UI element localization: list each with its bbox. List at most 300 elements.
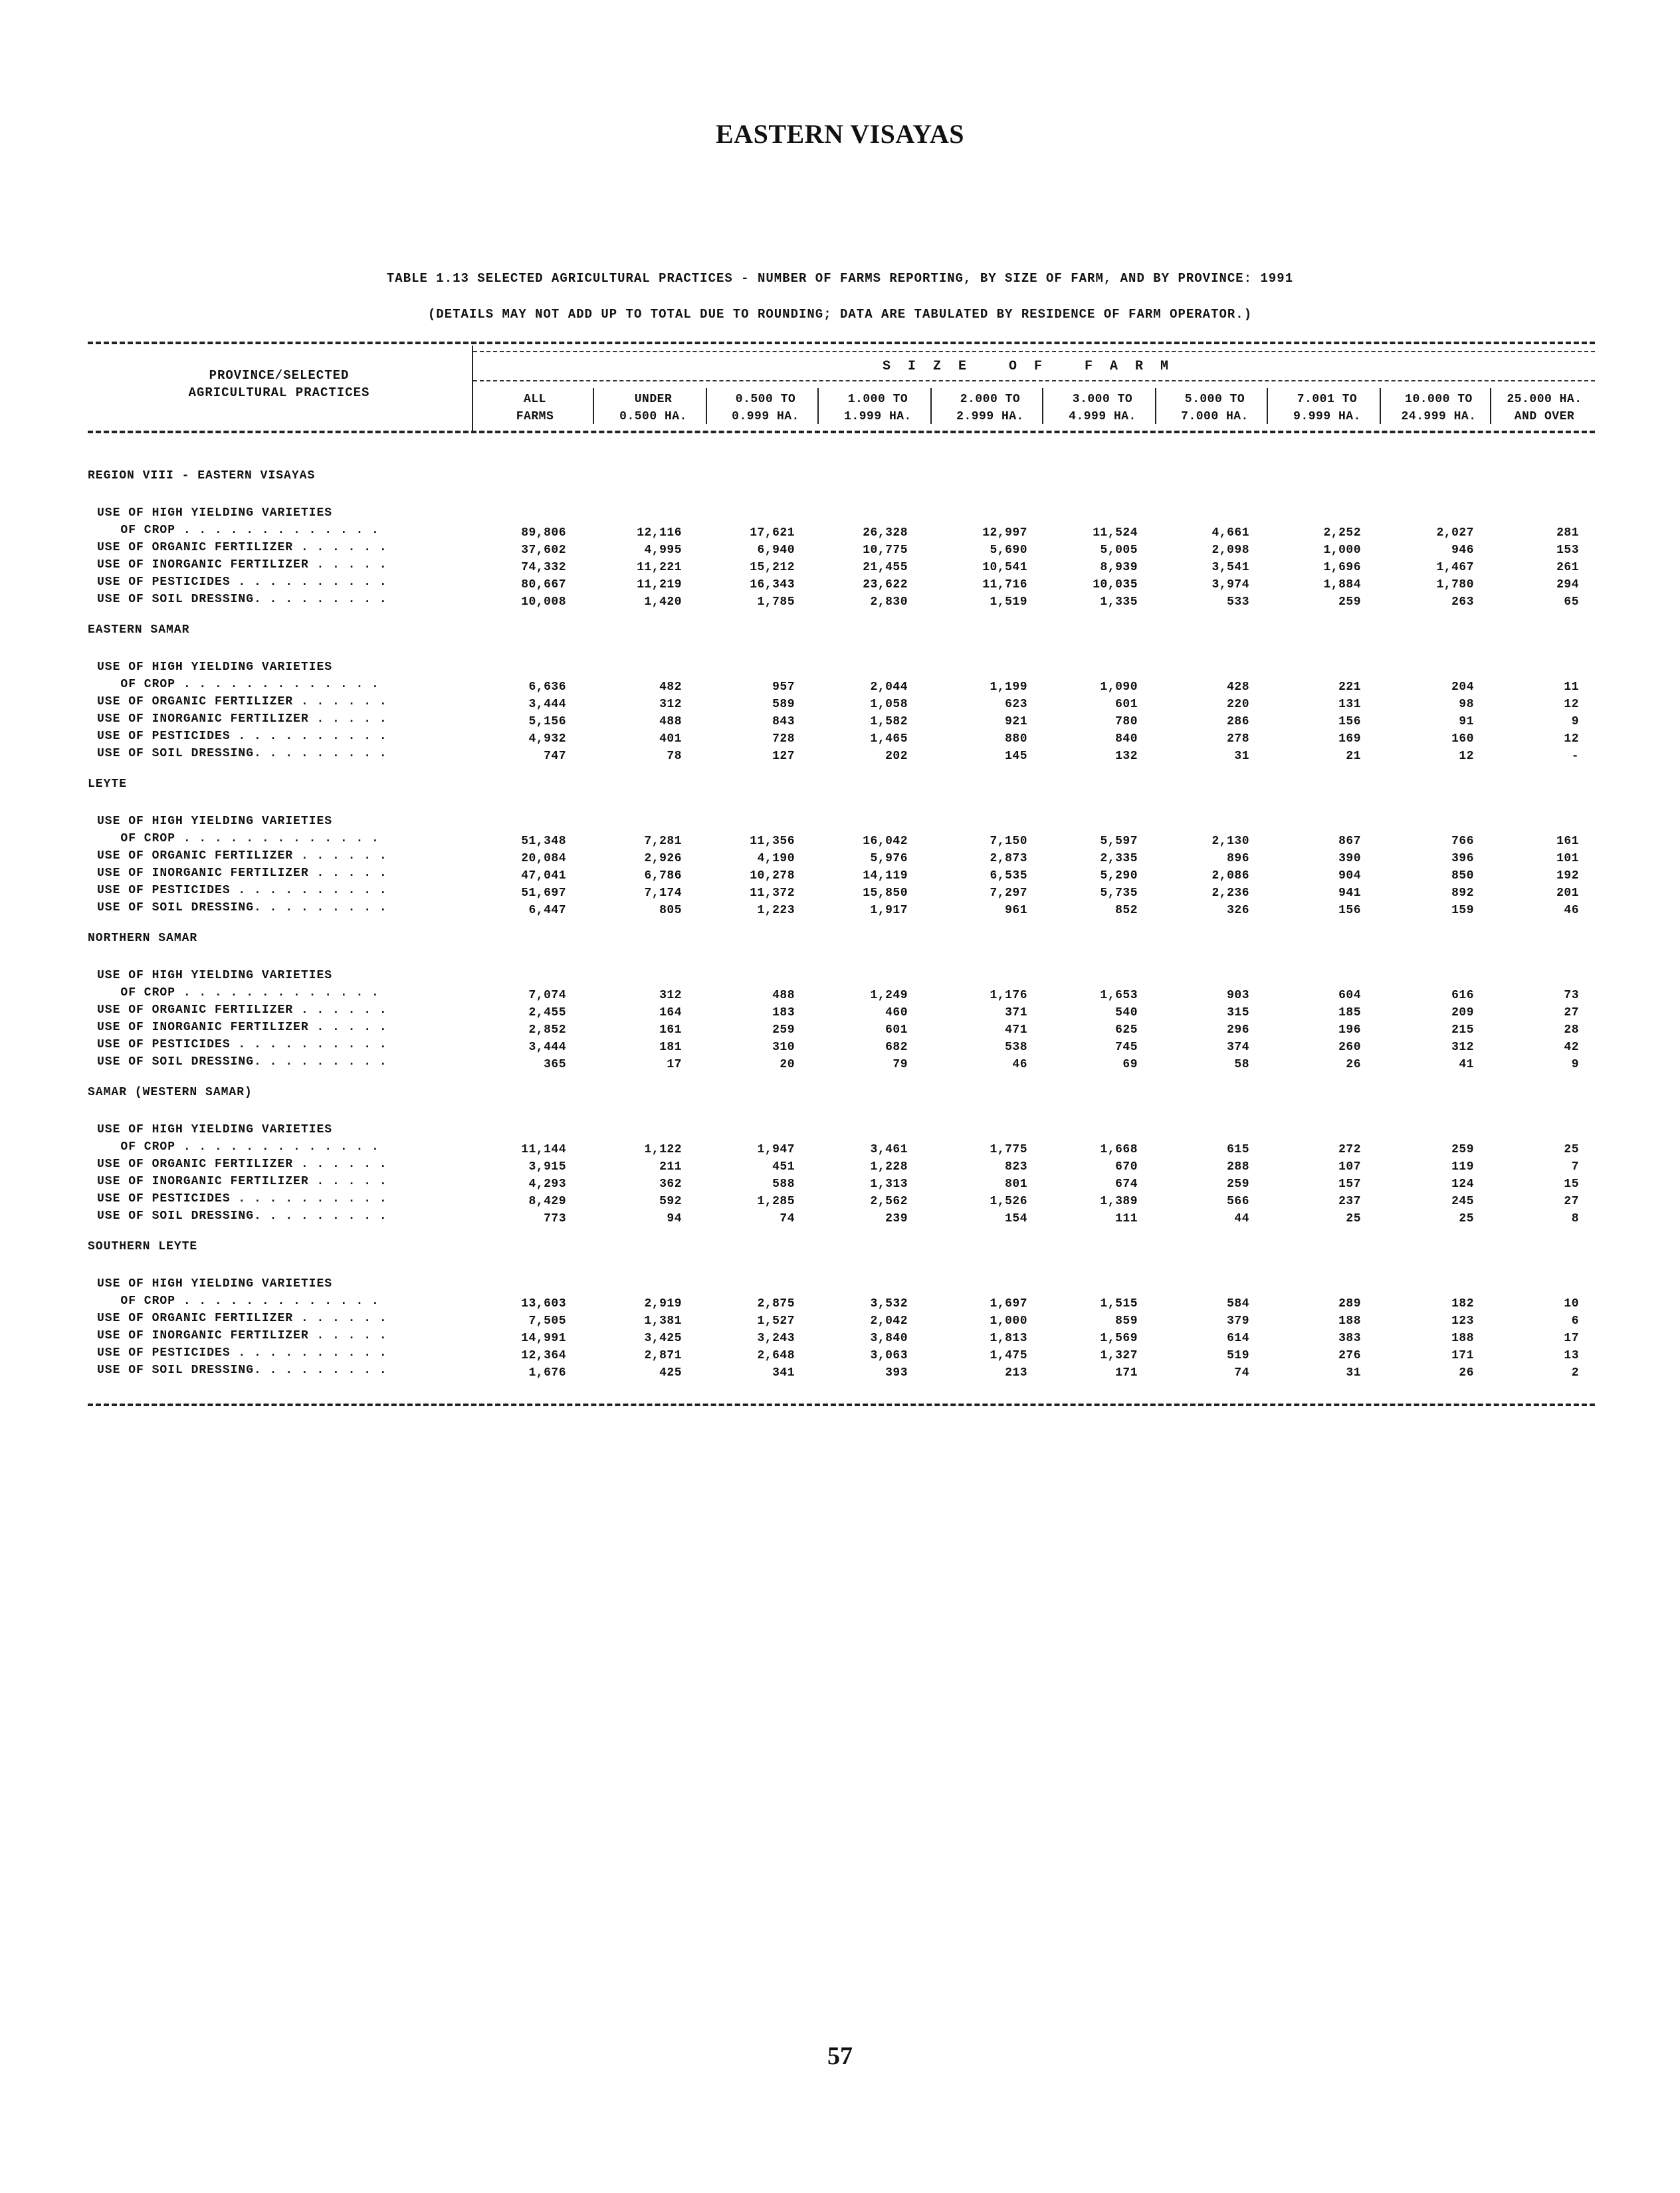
table-cell: 74 xyxy=(780,1212,795,1225)
table-cell: 6,940 xyxy=(757,544,795,557)
table-cell: 425 xyxy=(659,1366,682,1380)
column-header-1-line-1: ALL xyxy=(524,393,546,406)
table-cell: 1,223 xyxy=(757,904,795,917)
table-cell: 13,603 xyxy=(521,1297,566,1310)
table-cell: 12,997 xyxy=(982,526,1027,540)
table-cell: 10,035 xyxy=(1093,578,1138,591)
table-cell: 26 xyxy=(1459,1366,1474,1380)
row-label: USE OF PESTICIDES . . . . . . . . . . xyxy=(97,575,387,589)
table-note: (DETAILS MAY NOT ADD UP TO TOTAL DUE TO ROUNDING; DATA ARE TABULATED BY RESIDENCE OF FARM OPERATOR.) xyxy=(427,307,1253,322)
table-cell: 747 xyxy=(544,750,566,763)
column-header-10-line-1: 25.000 HA. xyxy=(1507,393,1582,406)
table-cell: 132 xyxy=(1115,750,1138,763)
column-divider xyxy=(930,388,932,424)
table-caption: TABLE 1.13 SELECTED AGRICULTURAL PRACTICES - NUMBER OF FARMS REPORTING, BY SIZE OF FARM, AND BY PROVINCE: 1991 xyxy=(386,271,1294,286)
size-band-top-rule xyxy=(473,351,1595,352)
row-label: USE OF PESTICIDES . . . . . . . . . . xyxy=(97,1192,387,1205)
row-label: OF CROP . . . . . . . . . . . . . xyxy=(97,1140,379,1154)
table-cell: 260 xyxy=(1338,1041,1361,1054)
row-label: USE OF INORGANIC FERTILIZER . . . . . xyxy=(97,712,387,726)
table-cell: 7,150 xyxy=(990,835,1027,848)
table-cell: 2,871 xyxy=(644,1349,682,1362)
table-cell: 1,335 xyxy=(1100,595,1138,609)
table-cell: 31 xyxy=(1346,1366,1361,1380)
row-label: USE OF INORGANIC FERTILIZER . . . . . xyxy=(97,558,387,572)
table-cell: 840 xyxy=(1115,732,1138,746)
table-cell: 12 xyxy=(1459,750,1474,763)
table-cell: 2,130 xyxy=(1211,835,1249,848)
row-label: USE OF HIGH YIELDING VARIETIES xyxy=(97,661,333,674)
table-cell: 11,524 xyxy=(1093,526,1138,540)
table-cell: 26 xyxy=(1346,1058,1361,1071)
table-cell: 592 xyxy=(659,1195,682,1208)
table-cell: 801 xyxy=(1005,1178,1027,1191)
table-cell: 3,461 xyxy=(870,1143,908,1156)
row-label: USE OF SOIL DRESSING. . . . . . . . . xyxy=(97,1055,387,1069)
table-cell: 374 xyxy=(1227,1041,1249,1054)
table-cell: 11,716 xyxy=(982,578,1027,591)
table-cell: 1,475 xyxy=(990,1349,1027,1362)
table-cell: 1,780 xyxy=(1436,578,1474,591)
table-cell: 6,636 xyxy=(528,680,566,694)
table-cell: 538 xyxy=(1005,1041,1027,1054)
table-cell: 1,327 xyxy=(1100,1349,1138,1362)
table-cell: 94 xyxy=(667,1212,682,1225)
table-cell: 1,465 xyxy=(870,732,908,746)
table-cell: 852 xyxy=(1115,904,1138,917)
table-cell: 16,042 xyxy=(863,835,908,848)
table-cell: 460 xyxy=(885,1006,908,1019)
table-cell: 488 xyxy=(772,989,795,1002)
table-cell: 588 xyxy=(772,1178,795,1191)
row-label: USE OF HIGH YIELDING VARIETIES xyxy=(97,1277,333,1291)
table-cell: 20,084 xyxy=(521,852,566,865)
table-cell: 1,285 xyxy=(757,1195,795,1208)
row-label: USE OF HIGH YIELDING VARIETIES xyxy=(97,506,333,520)
table-cell: 623 xyxy=(1005,698,1027,711)
table-cell: 1,527 xyxy=(757,1314,795,1328)
column-header-5 xyxy=(934,391,1046,425)
column-header-1 xyxy=(473,391,597,425)
column-header-8-line-1: 7.001 TO xyxy=(1297,393,1358,406)
table-cell: 25 xyxy=(1459,1212,1474,1225)
row-label: USE OF INORGANIC FERTILIZER . . . . . xyxy=(97,1175,387,1188)
table-cell: 1,775 xyxy=(990,1143,1027,1156)
table-cell: 2,562 xyxy=(870,1195,908,1208)
table-cell: 728 xyxy=(772,732,795,746)
table-cell: 3,915 xyxy=(528,1160,566,1174)
row-label: OF CROP . . . . . . . . . . . . . xyxy=(97,1295,379,1308)
table-cell: 11,221 xyxy=(637,561,682,574)
table-cell: 921 xyxy=(1005,715,1027,728)
column-divider xyxy=(706,388,707,424)
size-band-label: SIZE OF FARM xyxy=(882,359,1186,374)
column-header-9-line-1: 10.000 TO xyxy=(1405,393,1473,406)
table-cell: 26,328 xyxy=(863,526,908,540)
table-cell: 1,000 xyxy=(1323,544,1361,557)
table-cell: 471 xyxy=(1005,1023,1027,1037)
row-label: OF CROP . . . . . . . . . . . . . xyxy=(97,524,379,537)
table-cell: 169 xyxy=(1338,732,1361,746)
table-cell: 28 xyxy=(1564,1023,1579,1037)
table-cell: 153 xyxy=(1556,544,1579,557)
column-header-3-line-2: 0.999 HA. xyxy=(732,410,799,423)
table-cell: 196 xyxy=(1338,1023,1361,1037)
table-cell: 1,653 xyxy=(1100,989,1138,1002)
row-label: USE OF PESTICIDES . . . . . . . . . . xyxy=(97,1346,387,1360)
table-cell: 904 xyxy=(1338,869,1361,883)
table-cell: 601 xyxy=(1115,698,1138,711)
table-cell: 383 xyxy=(1338,1332,1361,1345)
column-header-6-line-1: 3.000 TO xyxy=(1072,393,1133,406)
table-cell: 123 xyxy=(1451,1314,1474,1328)
table-cell: 74 xyxy=(1234,1366,1249,1380)
table-cell: 2,027 xyxy=(1436,526,1474,540)
table-cell: 294 xyxy=(1556,578,1579,591)
table-cell: 614 xyxy=(1227,1332,1249,1345)
table-cell: 44 xyxy=(1234,1212,1249,1225)
table-cell: 259 xyxy=(1451,1143,1474,1156)
row-label: USE OF SOIL DRESSING. . . . . . . . . xyxy=(97,593,387,606)
table-cell: 1,313 xyxy=(870,1178,908,1191)
table-cell: 674 xyxy=(1115,1178,1138,1191)
column-header-3 xyxy=(710,391,821,425)
table-cell: 1,947 xyxy=(757,1143,795,1156)
table-cell: 17 xyxy=(667,1058,682,1071)
column-header-4-line-1: 1.000 TO xyxy=(847,393,908,406)
column-header-7-line-1: 5.000 TO xyxy=(1184,393,1245,406)
table-cell: 780 xyxy=(1115,715,1138,728)
table-cell: 7,174 xyxy=(644,887,682,900)
table-cell: 185 xyxy=(1338,1006,1361,1019)
row-header xyxy=(106,367,452,401)
table-cell: 2,919 xyxy=(644,1297,682,1310)
table-cell: 221 xyxy=(1338,680,1361,694)
table-cell: 263 xyxy=(1451,595,1474,609)
column-header-4-line-2: 1.999 HA. xyxy=(844,410,912,423)
table-cell: 159 xyxy=(1451,904,1474,917)
table-cell: 1,697 xyxy=(990,1297,1027,1310)
table-cell: 65 xyxy=(1564,595,1579,609)
table-cell: 154 xyxy=(1005,1212,1027,1225)
table-cell: 202 xyxy=(885,750,908,763)
table-cell: 1,000 xyxy=(990,1314,1027,1328)
column-header-3-line-1: 0.500 TO xyxy=(735,393,796,406)
row-label: OF CROP . . . . . . . . . . . . . xyxy=(97,986,379,999)
table-cell: 25 xyxy=(1346,1212,1361,1225)
table-cell: 69 xyxy=(1122,1058,1138,1071)
table-cell: 4,190 xyxy=(757,852,795,865)
table-cell: 201 xyxy=(1556,887,1579,900)
table-cell: 15,850 xyxy=(863,887,908,900)
table-cell: 310 xyxy=(772,1041,795,1054)
table-cell: 11,372 xyxy=(750,887,795,900)
table-cell: 3,243 xyxy=(757,1332,795,1345)
table-cell: 10,541 xyxy=(982,561,1027,574)
table-cell: 371 xyxy=(1005,1006,1027,1019)
table-cell: 7 xyxy=(1571,1160,1579,1174)
table-cell: 13 xyxy=(1564,1349,1579,1362)
table-cell: 488 xyxy=(659,715,682,728)
table-cell: 6,447 xyxy=(528,904,566,917)
table-cell: 17,621 xyxy=(750,526,795,540)
table-cell: 1,696 xyxy=(1323,561,1361,574)
table-cell: 867 xyxy=(1338,835,1361,848)
table-cell: 1,176 xyxy=(990,989,1027,1002)
table-cell: 2,098 xyxy=(1211,544,1249,557)
row-label: USE OF INORGANIC FERTILIZER . . . . . xyxy=(97,1021,387,1034)
table-cell: 946 xyxy=(1451,544,1474,557)
table-cell: 73 xyxy=(1564,989,1579,1002)
column-divider xyxy=(1380,388,1381,424)
table-cell: 27 xyxy=(1564,1195,1579,1208)
table-cell: 12,116 xyxy=(637,526,682,540)
table-cell: 6 xyxy=(1571,1314,1579,1328)
table-cell: 161 xyxy=(1556,835,1579,848)
table-cell: 6,535 xyxy=(990,869,1027,883)
table-cell: 12,364 xyxy=(521,1349,566,1362)
table-cell: 46 xyxy=(1564,904,1579,917)
table-cell: 625 xyxy=(1115,1023,1138,1037)
table-cell: 220 xyxy=(1227,698,1249,711)
table-cell: 21 xyxy=(1346,750,1361,763)
table-cell: 10,008 xyxy=(521,595,566,609)
row-label: USE OF INORGANIC FERTILIZER . . . . . xyxy=(97,867,387,880)
table-cell: 5,156 xyxy=(528,715,566,728)
table-cell: 1,122 xyxy=(644,1143,682,1156)
table-cell: 46 xyxy=(1012,1058,1027,1071)
column-header-8 xyxy=(1271,391,1384,425)
table-cell: 3,541 xyxy=(1211,561,1249,574)
table-cell: 2,926 xyxy=(644,852,682,865)
table-cell: 2,086 xyxy=(1211,869,1249,883)
table-cell: 616 xyxy=(1451,989,1474,1002)
column-header-7-line-2: 7.000 HA. xyxy=(1181,410,1249,423)
table-bottom-rule xyxy=(88,1404,1595,1406)
row-label: USE OF ORGANIC FERTILIZER . . . . . . xyxy=(97,695,387,708)
section-heading: NORTHERN SAMAR xyxy=(88,932,198,945)
row-label: USE OF PESTICIDES . . . . . . . . . . xyxy=(97,730,387,743)
table-cell: 315 xyxy=(1227,1006,1249,1019)
table-cell: 192 xyxy=(1556,869,1579,883)
table-cell: 896 xyxy=(1227,852,1249,865)
table-cell: 326 xyxy=(1227,904,1249,917)
table-cell: 78 xyxy=(667,750,682,763)
table-cell: 171 xyxy=(1115,1366,1138,1380)
table-cell: 12 xyxy=(1564,732,1579,746)
row-label: USE OF ORGANIC FERTILIZER . . . . . . xyxy=(97,1003,387,1017)
table-cell: 51,348 xyxy=(521,835,566,848)
size-band-bottom-rule xyxy=(473,380,1595,381)
table-cell: 239 xyxy=(885,1212,908,1225)
table-cell: 859 xyxy=(1115,1314,1138,1328)
table-cell: 2,044 xyxy=(870,680,908,694)
row-label: OF CROP . . . . . . . . . . . . . xyxy=(97,678,379,691)
table-cell: 11 xyxy=(1564,680,1579,694)
table-cell: 8,429 xyxy=(528,1195,566,1208)
section-heading: SOUTHERN LEYTE xyxy=(88,1240,198,1253)
section-heading: REGION VIII - EASTERN VISAYAS xyxy=(88,469,316,482)
table-cell: 27 xyxy=(1564,1006,1579,1019)
table-cell: 37,602 xyxy=(521,544,566,557)
table-cell: 1,813 xyxy=(990,1332,1027,1345)
table-cell: 7,281 xyxy=(644,835,682,848)
table-cell: 14,119 xyxy=(863,869,908,883)
table-cell: 7,505 xyxy=(528,1314,566,1328)
table-cell: 1,884 xyxy=(1323,578,1361,591)
column-divider xyxy=(1490,388,1491,424)
table-cell: 119 xyxy=(1451,1160,1474,1174)
table-cell: 850 xyxy=(1451,869,1474,883)
table-cell: 880 xyxy=(1005,732,1027,746)
table-cell: 1,467 xyxy=(1436,561,1474,574)
table-cell: 2,236 xyxy=(1211,887,1249,900)
table-cell: 1,090 xyxy=(1100,680,1138,694)
table-cell: 540 xyxy=(1115,1006,1138,1019)
section-heading: LEYTE xyxy=(88,778,128,791)
table-cell: 11,144 xyxy=(521,1143,566,1156)
table-cell: 160 xyxy=(1451,732,1474,746)
table-cell: 1,526 xyxy=(990,1195,1027,1208)
table-cell: 8 xyxy=(1571,1212,1579,1225)
table-cell: 312 xyxy=(659,698,682,711)
table-cell: 4,995 xyxy=(644,544,682,557)
table-cell: 204 xyxy=(1451,680,1474,694)
table-cell: 276 xyxy=(1338,1349,1361,1362)
table-cell: 1,249 xyxy=(870,989,908,1002)
table-cell: 11,219 xyxy=(637,578,682,591)
column-header-5-line-2: 2.999 HA. xyxy=(956,410,1024,423)
table-cell: 237 xyxy=(1338,1195,1361,1208)
row-label: USE OF ORGANIC FERTILIZER . . . . . . xyxy=(97,849,387,863)
row-label: USE OF HIGH YIELDING VARIETIES xyxy=(97,1123,333,1136)
table-cell: 101 xyxy=(1556,852,1579,865)
table-cell: 79 xyxy=(892,1058,908,1071)
table-cell: 15,212 xyxy=(750,561,795,574)
table-cell: 3,840 xyxy=(870,1332,908,1345)
table-cell: 957 xyxy=(772,680,795,694)
page-number: 57 xyxy=(827,2042,853,2070)
table-cell: 892 xyxy=(1451,887,1474,900)
column-header-1-line-2: FARMS xyxy=(516,410,554,423)
column-divider xyxy=(1267,388,1268,424)
column-header-8-line-2: 9.999 HA. xyxy=(1293,410,1361,423)
table-cell: 215 xyxy=(1451,1023,1474,1037)
table-cell: 281 xyxy=(1556,526,1579,540)
table-cell: 615 xyxy=(1227,1143,1249,1156)
table-cell: 2,455 xyxy=(528,1006,566,1019)
row-header-line-2: AGRICULTURAL PRACTICES xyxy=(188,385,370,400)
table-cell: 823 xyxy=(1005,1160,1027,1174)
table-cell: 91 xyxy=(1459,715,1474,728)
table-cell: 1,515 xyxy=(1100,1297,1138,1310)
table-cell: 182 xyxy=(1451,1297,1474,1310)
table-cell: 589 xyxy=(772,698,795,711)
table-cell: 2,852 xyxy=(528,1023,566,1037)
table-cell: 1,668 xyxy=(1100,1143,1138,1156)
table-cell: 42 xyxy=(1564,1041,1579,1054)
table-cell: 6,786 xyxy=(644,869,682,883)
table-cell: 161 xyxy=(659,1023,682,1037)
table-cell: 23,622 xyxy=(863,578,908,591)
table-cell: 4,661 xyxy=(1211,526,1249,540)
row-label: USE OF PESTICIDES . . . . . . . . . . xyxy=(97,1038,387,1051)
column-header-2-line-1: UNDER xyxy=(634,393,673,406)
table-cell: 584 xyxy=(1227,1297,1249,1310)
table-cell: 396 xyxy=(1451,852,1474,865)
table-cell: - xyxy=(1571,750,1579,763)
table-cell: 533 xyxy=(1227,595,1249,609)
column-divider xyxy=(817,388,819,424)
section-heading: SAMAR (WESTERN SAMAR) xyxy=(88,1086,253,1099)
table-cell: 5,597 xyxy=(1100,835,1138,848)
table-cell: 401 xyxy=(659,732,682,746)
column-header-10 xyxy=(1494,391,1595,425)
table-cell: 2,335 xyxy=(1100,852,1138,865)
table-cell: 107 xyxy=(1338,1160,1361,1174)
table-cell: 2,648 xyxy=(757,1349,795,1362)
table-cell: 843 xyxy=(772,715,795,728)
column-header-7 xyxy=(1159,391,1271,425)
table-cell: 3,425 xyxy=(644,1332,682,1345)
table-cell: 286 xyxy=(1227,715,1249,728)
row-label: USE OF HIGH YIELDING VARIETIES xyxy=(97,815,333,828)
row-label: USE OF PESTICIDES . . . . . . . . . . xyxy=(97,884,387,897)
table-cell: 1,785 xyxy=(757,595,795,609)
table-cell: 604 xyxy=(1338,989,1361,1002)
column-header-5-line-1: 2.000 TO xyxy=(960,393,1021,406)
table-cell: 482 xyxy=(659,680,682,694)
table-cell: 4,293 xyxy=(528,1178,566,1191)
table-cell: 2,830 xyxy=(870,595,908,609)
row-label: USE OF SOIL DRESSING. . . . . . . . . xyxy=(97,1364,387,1377)
table-cell: 1,917 xyxy=(870,904,908,917)
column-header-2-line-2: 0.500 HA. xyxy=(619,410,687,423)
table-cell: 390 xyxy=(1338,852,1361,865)
table-cell: 209 xyxy=(1451,1006,1474,1019)
table-cell: 12 xyxy=(1564,698,1579,711)
table-cell: 259 xyxy=(1338,595,1361,609)
table-cell: 14,991 xyxy=(521,1332,566,1345)
row-label: USE OF SOIL DRESSING. . . . . . . . . xyxy=(97,1209,387,1223)
table-cell: 5,690 xyxy=(990,544,1027,557)
table-cell: 451 xyxy=(772,1160,795,1174)
table-cell: 766 xyxy=(1451,835,1474,848)
column-header-10-line-2: AND OVER xyxy=(1514,410,1575,423)
table-header-rule xyxy=(88,431,1595,433)
table-cell: 5,735 xyxy=(1100,887,1138,900)
table-cell: 145 xyxy=(1005,750,1027,763)
table-cell: 21,455 xyxy=(863,561,908,574)
table-cell: 1,381 xyxy=(644,1314,682,1328)
table-cell: 11,356 xyxy=(750,835,795,848)
table-cell: 156 xyxy=(1338,715,1361,728)
table-cell: 1,676 xyxy=(528,1366,566,1380)
table-cell: 773 xyxy=(544,1212,566,1225)
table-cell: 365 xyxy=(544,1058,566,1071)
table-cell: 245 xyxy=(1451,1195,1474,1208)
table-cell: 156 xyxy=(1338,904,1361,917)
table-cell: 188 xyxy=(1338,1314,1361,1328)
table-cell: 745 xyxy=(1115,1041,1138,1054)
table-top-rule xyxy=(88,342,1595,344)
table-cell: 47,041 xyxy=(521,869,566,883)
table-cell: 171 xyxy=(1451,1349,1474,1362)
table-cell: 10 xyxy=(1564,1297,1579,1310)
table-cell: 3,063 xyxy=(870,1349,908,1362)
table-cell: 124 xyxy=(1451,1178,1474,1191)
table-cell: 428 xyxy=(1227,680,1249,694)
